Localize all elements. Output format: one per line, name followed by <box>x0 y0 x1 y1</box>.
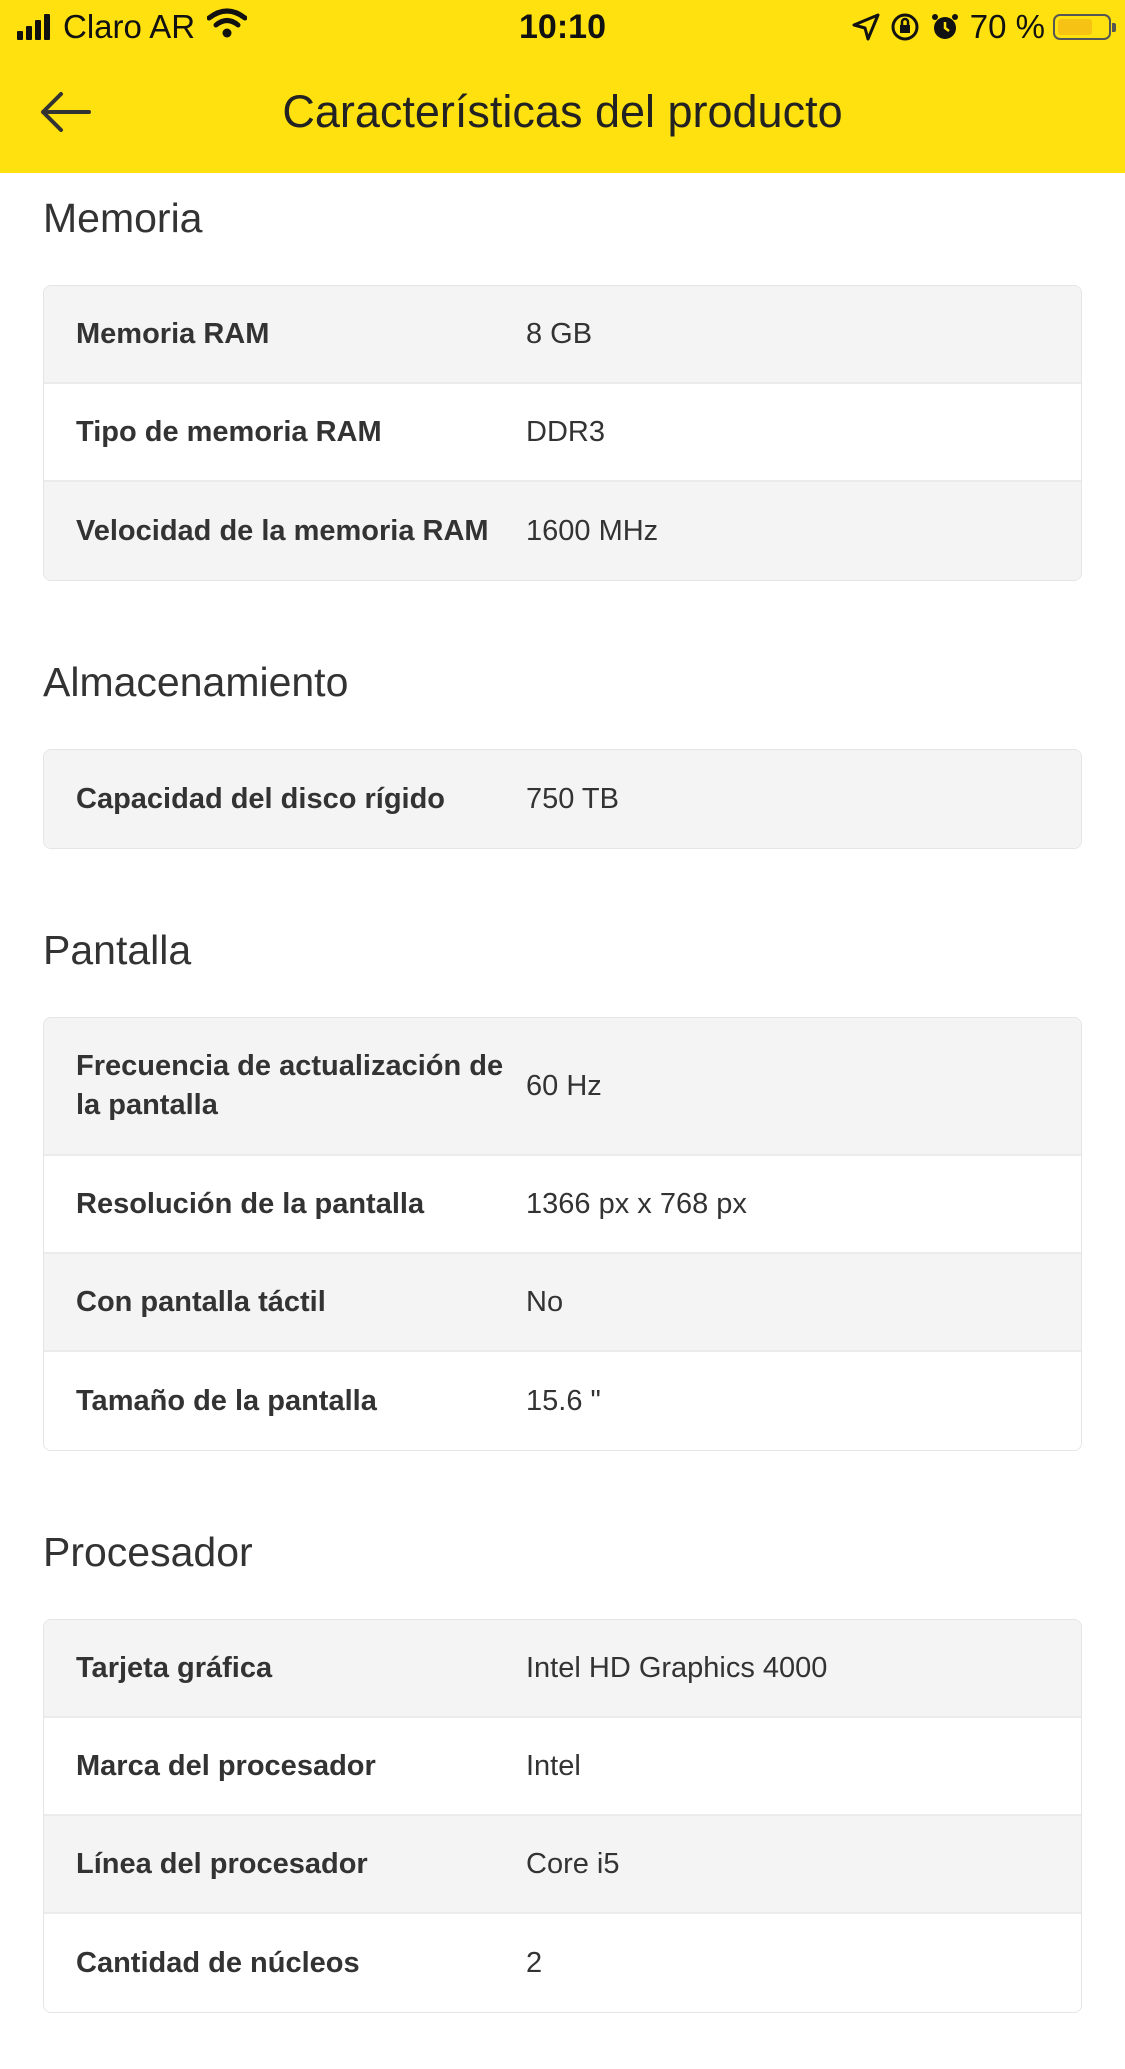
spec-label: Cantidad de núcleos <box>76 1946 360 1979</box>
spec-section <box>0 173 1125 581</box>
section-title: Pantalla <box>43 927 192 973</box>
spec-label: Capacidad del disco rígido <box>76 782 446 815</box>
spec-value: DDR3 <box>526 415 605 448</box>
location-arrow-icon <box>852 13 880 41</box>
spec-row <box>44 286 1081 384</box>
spec-row <box>44 1156 1081 1254</box>
spec-section <box>0 1507 1125 2013</box>
specs-content <box>0 173 1125 2069</box>
spec-value: 1600 MHz <box>526 514 659 547</box>
spec-row <box>44 1816 1081 1914</box>
spec-value: 15.6 " <box>526 1384 601 1417</box>
spec-label: Memoria RAM <box>76 317 270 350</box>
spec-label: Frecuencia de actualización de la pantalla <box>76 1050 504 1121</box>
app-header <box>0 0 1125 173</box>
spec-table <box>43 285 1082 581</box>
spec-row <box>44 384 1081 482</box>
battery-percent: 70 % <box>969 8 1045 45</box>
status-right <box>852 8 1111 46</box>
battery-fill <box>1058 19 1092 35</box>
spec-row <box>44 1254 1081 1352</box>
spec-label: Tamaño de la pantalla <box>76 1384 377 1417</box>
spec-label: Resolución de la pantalla <box>76 1187 425 1220</box>
spec-label: Marca del procesador <box>76 1749 376 1782</box>
section-title: Procesador <box>43 1529 253 1575</box>
section-title: Almacenamiento <box>43 659 349 705</box>
battery-icon <box>1053 14 1111 40</box>
spec-value: 60 Hz <box>526 1069 602 1102</box>
spec-table <box>43 1017 1082 1451</box>
spec-value: 750 TB <box>526 782 619 815</box>
spec-label: Velocidad de la memoria RAM <box>76 514 489 547</box>
spec-label: Tarjeta gráfica <box>76 1651 273 1684</box>
nav-bar <box>0 70 1125 160</box>
spec-row <box>44 482 1081 580</box>
spec-value: 8 GB <box>526 317 593 350</box>
spec-row <box>44 750 1081 848</box>
status-time: 10:10 <box>519 8 606 46</box>
alarm-icon <box>930 12 960 42</box>
spec-label: Tipo de memoria RAM <box>76 415 382 448</box>
spec-label: Línea del procesador <box>76 1847 368 1880</box>
spec-value: 1366 px x 768 px <box>526 1187 747 1220</box>
spec-row <box>44 1352 1081 1450</box>
spec-value: Intel <box>526 1749 581 1782</box>
spec-table <box>43 1619 1082 2013</box>
page-title: Características del producto <box>282 86 843 137</box>
section-title: Memoria <box>43 195 203 241</box>
carrier-name: Claro AR <box>63 8 196 45</box>
spec-section <box>0 905 1125 1451</box>
spec-value: Core i5 <box>526 1847 620 1880</box>
spec-row <box>44 1914 1081 2012</box>
status-bar <box>0 0 1125 56</box>
spec-row <box>44 1718 1081 1816</box>
spec-value: Intel HD Graphics 4000 <box>526 1651 828 1684</box>
spec-value: 2 <box>526 1946 543 1979</box>
spec-row <box>44 1620 1081 1718</box>
spec-label: Con pantalla táctil <box>76 1285 326 1318</box>
spec-value: No <box>526 1285 564 1318</box>
spec-row <box>44 1018 1081 1156</box>
rotation-lock-icon <box>890 12 920 42</box>
spec-section <box>0 637 1125 849</box>
spec-table <box>43 749 1082 849</box>
